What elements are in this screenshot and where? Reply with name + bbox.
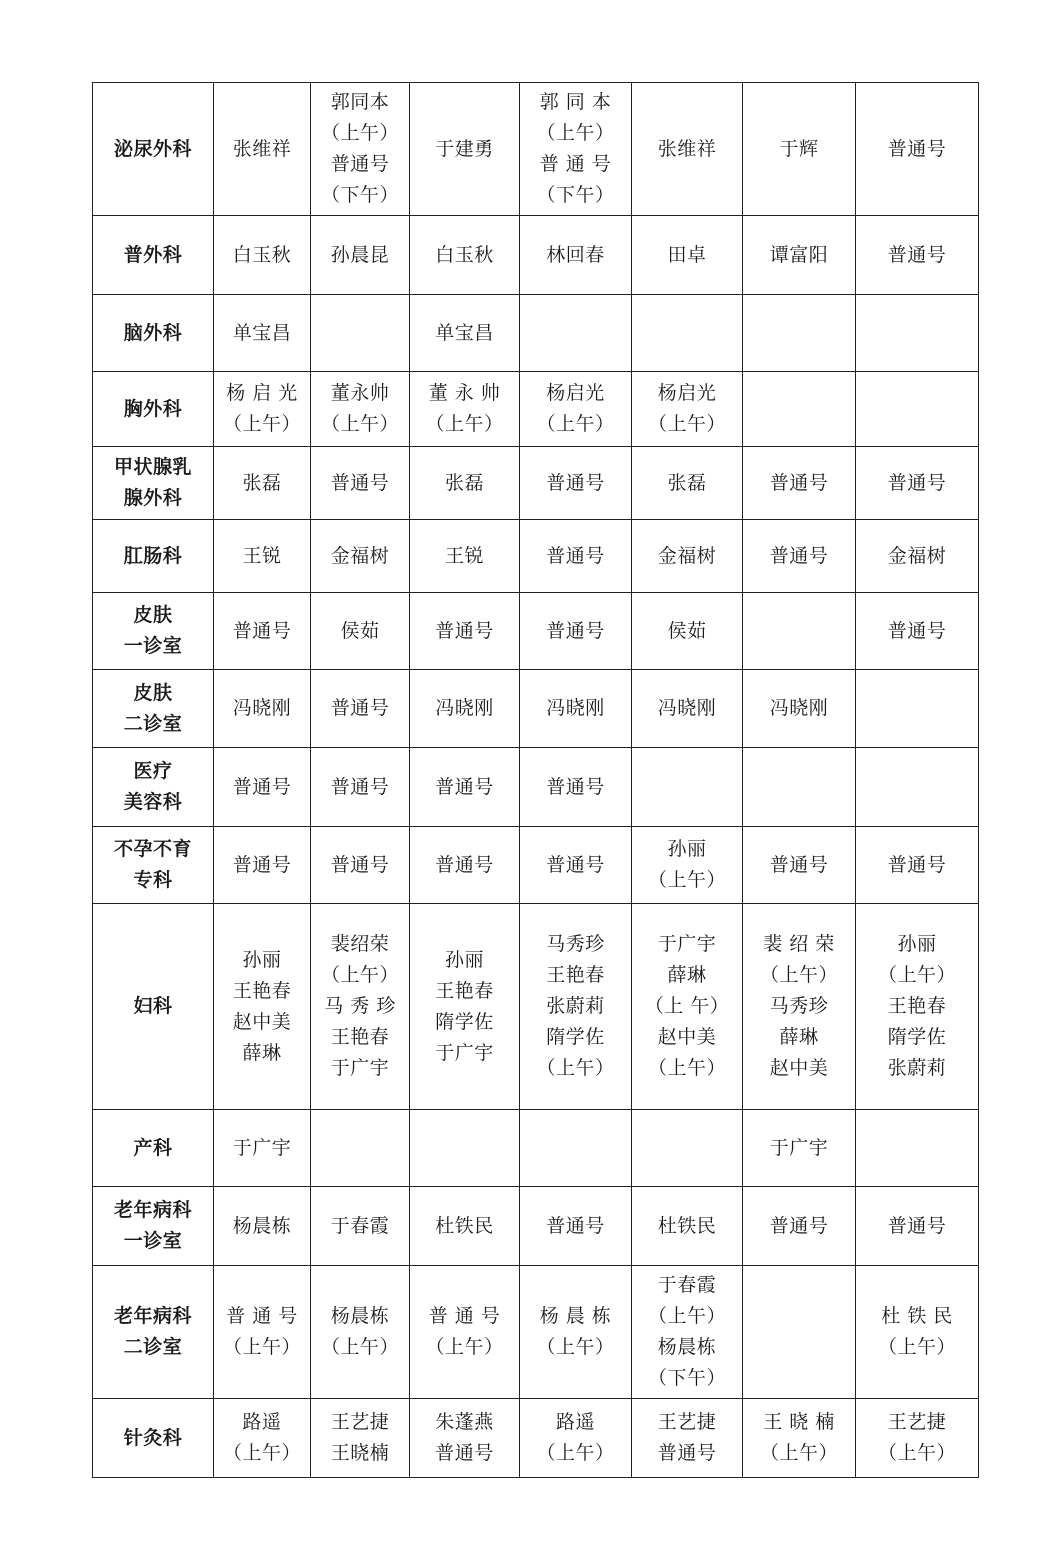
schedule-cell: 普通号 <box>311 827 410 904</box>
schedule-cell: 田卓 <box>632 216 743 295</box>
schedule-cell: 朱蓬燕 普通号 <box>410 1399 520 1478</box>
schedule-cell <box>311 1110 410 1187</box>
schedule-cell: 董永帅 （上午） <box>311 372 410 447</box>
department-cell: 甲状腺乳 腺外科 <box>93 447 214 520</box>
table-row <box>93 1399 979 1478</box>
schedule-cell: 侯茹 <box>311 593 410 670</box>
schedule-cell: 张磊 <box>214 447 311 520</box>
schedule-cell: 于春霞 <box>311 1187 410 1266</box>
table-row <box>93 216 979 295</box>
table-row <box>93 295 979 372</box>
schedule-cell: 孙丽 （上午） <box>632 827 743 904</box>
schedule-cell: 董 永 帅 （上午） <box>410 372 520 447</box>
schedule-cell: 杨启光 （上午） <box>632 372 743 447</box>
schedule-cell <box>743 295 856 372</box>
clinic-schedule-table <box>92 82 979 1478</box>
schedule-cell: 普通号 <box>856 827 979 904</box>
schedule-cell <box>520 1110 632 1187</box>
schedule-cell: 于建勇 <box>410 83 520 216</box>
schedule-body <box>93 83 979 1478</box>
schedule-cell: 林回春 <box>520 216 632 295</box>
schedule-cell <box>520 295 632 372</box>
schedule-cell: 普通号 <box>856 593 979 670</box>
table-row <box>93 520 979 593</box>
department-cell: 产科 <box>93 1110 214 1187</box>
schedule-cell: 于辉 <box>743 83 856 216</box>
schedule-cell: 单宝昌 <box>410 295 520 372</box>
schedule-cell <box>743 1266 856 1399</box>
schedule-cell: 冯晓刚 <box>632 670 743 748</box>
schedule-cell: 杨启光 （上午） <box>520 372 632 447</box>
schedule-cell <box>856 372 979 447</box>
schedule-cell: 杨 晨 栋 （上午） <box>520 1266 632 1399</box>
schedule-cell: 普通号 <box>856 216 979 295</box>
schedule-cell: 张磊 <box>410 447 520 520</box>
schedule-cell: 普 通 号 （上午） <box>410 1266 520 1399</box>
department-cell: 脑外科 <box>93 295 214 372</box>
table-row <box>93 748 979 827</box>
department-cell: 老年病科 二诊室 <box>93 1266 214 1399</box>
schedule-cell: 普通号 <box>214 827 311 904</box>
table-row <box>93 1266 979 1399</box>
schedule-cell: 裴绍荣 （上午） 马 秀 珍 王艳春 于广宇 <box>311 904 410 1110</box>
schedule-cell: 普通号 <box>214 748 311 827</box>
schedule-cell: 普通号 <box>743 827 856 904</box>
schedule-cell: 裴 绍 荣 （上午） 马秀珍 薛琳 赵中美 <box>743 904 856 1110</box>
schedule-cell: 张维祥 <box>632 83 743 216</box>
schedule-cell <box>856 670 979 748</box>
schedule-cell: 普通号 <box>410 593 520 670</box>
schedule-cell: 杜 铁 民 （上午） <box>856 1266 979 1399</box>
schedule-cell: 于广宇 <box>214 1110 311 1187</box>
schedule-cell: 郭 同 本 （上午） 普 通 号 （下午） <box>520 83 632 216</box>
department-cell: 皮肤 一诊室 <box>93 593 214 670</box>
schedule-cell <box>743 593 856 670</box>
table-row <box>93 593 979 670</box>
schedule-cell: 冯晓刚 <box>214 670 311 748</box>
department-cell: 皮肤 二诊室 <box>93 670 214 748</box>
schedule-cell: 普通号 <box>410 748 520 827</box>
schedule-cell: 普通号 <box>743 520 856 593</box>
department-cell: 普外科 <box>93 216 214 295</box>
schedule-cell: 普通号 <box>520 1187 632 1266</box>
schedule-cell <box>632 1110 743 1187</box>
schedule-cell: 普通号 <box>743 447 856 520</box>
schedule-cell: 杨 启 光 （上午） <box>214 372 311 447</box>
schedule-cell: 普通号 <box>856 1187 979 1266</box>
table-row <box>93 670 979 748</box>
schedule-cell: 王 晓 楠 （上午） <box>743 1399 856 1478</box>
schedule-cell <box>632 748 743 827</box>
schedule-cell: 金福树 <box>856 520 979 593</box>
department-cell: 妇科 <box>93 904 214 1110</box>
schedule-cell: 冯晓刚 <box>743 670 856 748</box>
schedule-cell: 白玉秋 <box>214 216 311 295</box>
table-row <box>93 372 979 447</box>
department-cell: 肛肠科 <box>93 520 214 593</box>
schedule-cell: 于广宇 <box>743 1110 856 1187</box>
schedule-cell: 单宝昌 <box>214 295 311 372</box>
schedule-cell: 侯茹 <box>632 593 743 670</box>
department-cell: 胸外科 <box>93 372 214 447</box>
schedule-cell: 杜铁民 <box>410 1187 520 1266</box>
department-cell: 医疗 美容科 <box>93 748 214 827</box>
schedule-cell: 杜铁民 <box>632 1187 743 1266</box>
schedule-cell: 普通号 <box>410 827 520 904</box>
table-row <box>93 904 979 1110</box>
table-row <box>93 827 979 904</box>
schedule-cell: 王艺捷 王晓楠 <box>311 1399 410 1478</box>
schedule-cell: 普通号 <box>520 748 632 827</box>
schedule-cell: 于广宇 薛琳 （上 午） 赵中美 （上午） <box>632 904 743 1110</box>
table-row <box>93 1187 979 1266</box>
schedule-cell: 孙丽 王艳春 隋学佐 于广宇 <box>410 904 520 1110</box>
schedule-cell: 普通号 <box>311 447 410 520</box>
schedule-cell: 孙丽 （上午） 王艳春 隋学佐 张蔚莉 <box>856 904 979 1110</box>
schedule-cell: 王锐 <box>214 520 311 593</box>
schedule-cell: 张维祥 <box>214 83 311 216</box>
table-row <box>93 83 979 216</box>
schedule-cell: 杨晨栋 <box>214 1187 311 1266</box>
schedule-cell: 普通号 <box>520 520 632 593</box>
schedule-cell: 普通号 <box>520 447 632 520</box>
schedule-cell: 普通号 <box>311 748 410 827</box>
schedule-cell: 普通号 <box>856 447 979 520</box>
schedule-cell <box>743 372 856 447</box>
schedule-cell: 白玉秋 <box>410 216 520 295</box>
schedule-cell: 普通号 <box>520 593 632 670</box>
table-row <box>93 1110 979 1187</box>
schedule-cell: 张磊 <box>632 447 743 520</box>
schedule-cell <box>856 1110 979 1187</box>
department-cell: 老年病科 一诊室 <box>93 1187 214 1266</box>
schedule-cell: 孙晨昆 <box>311 216 410 295</box>
schedule-cell: 普通号 <box>520 827 632 904</box>
schedule-cell: 金福树 <box>632 520 743 593</box>
department-cell: 针灸科 <box>93 1399 214 1478</box>
schedule-cell <box>632 295 743 372</box>
table-row <box>93 447 979 520</box>
schedule-cell: 王艺捷 普通号 <box>632 1399 743 1478</box>
schedule-cell: 王锐 <box>410 520 520 593</box>
schedule-cell: 普通号 <box>743 1187 856 1266</box>
schedule-cell: 孙丽 王艳春 赵中美 薛琳 <box>214 904 311 1110</box>
schedule-cell <box>856 295 979 372</box>
schedule-cell: 金福树 <box>311 520 410 593</box>
department-cell: 不孕不育 专科 <box>93 827 214 904</box>
schedule-cell: 路遥 （上午） <box>520 1399 632 1478</box>
schedule-cell: 谭富阳 <box>743 216 856 295</box>
schedule-cell: 冯晓刚 <box>520 670 632 748</box>
schedule-cell: 郭同本 （上午） 普通号 （下午） <box>311 83 410 216</box>
schedule-cell: 普 通 号 （上午） <box>214 1266 311 1399</box>
schedule-cell: 路遥 （上午） <box>214 1399 311 1478</box>
schedule-cell <box>410 1110 520 1187</box>
schedule-cell <box>743 748 856 827</box>
schedule-cell: 于春霞 （上午） 杨晨栋 （下午） <box>632 1266 743 1399</box>
schedule-cell: 杨晨栋 （上午） <box>311 1266 410 1399</box>
schedule-cell: 王艺捷 （上午） <box>856 1399 979 1478</box>
schedule-cell: 冯晓刚 <box>410 670 520 748</box>
schedule-cell <box>856 748 979 827</box>
department-cell: 泌尿外科 <box>93 83 214 216</box>
schedule-cell: 普通号 <box>214 593 311 670</box>
schedule-cell: 普通号 <box>856 83 979 216</box>
schedule-cell <box>311 295 410 372</box>
schedule-cell: 马秀珍 王艳春 张蔚莉 隋学佐 （上午） <box>520 904 632 1110</box>
schedule-cell: 普通号 <box>311 670 410 748</box>
